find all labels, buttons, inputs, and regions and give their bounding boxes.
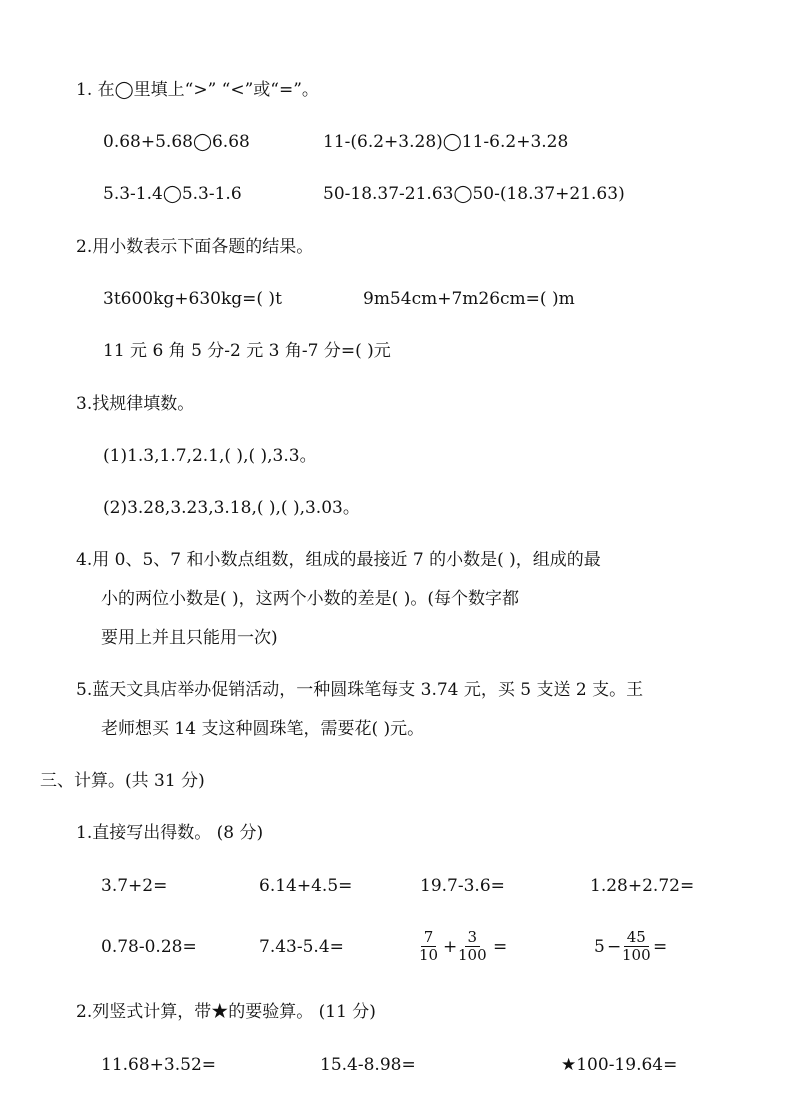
q5-line-1: 5.蓝天文具店举办促销活动，一种圆珠笔每支 3.74 元，买 5 支送 2 支。王 <box>76 680 644 700</box>
calc1-item-2: 6.14+4.5= <box>259 876 353 896</box>
fraction-denominator: 100 <box>458 946 487 964</box>
q2-item-3: 11 元 6 角 5 分-2 元 3 角-7 分=( )元 <box>103 341 391 361</box>
whole-number: 5 <box>594 937 605 957</box>
q2-item-2: 9m54cm+7m26cm=( )m <box>363 289 575 309</box>
fraction-denominator: 100 <box>622 946 651 964</box>
minus-operator: − <box>607 937 622 957</box>
q4-line-2: 小的两位小数是( )，这两个小数的差是( )。(每个数字都 <box>101 589 519 609</box>
q1-item-4: 50-18.37-21.63◯50-(18.37+21.63) <box>323 184 625 204</box>
calc1-item-1: 3.7+2= <box>101 876 168 896</box>
equals-sign: = <box>493 937 508 957</box>
calc2-item-2: 15.4-8.98= <box>320 1055 416 1075</box>
q3-item-1: (1)1.3,1.7,2.1,( ),( ),3.3。 <box>103 446 317 466</box>
fraction-numerator: 3 <box>465 929 481 947</box>
q1-title: 1. 在◯里填上“>” “<”或“=”。 <box>76 80 319 100</box>
q1-item-3: 5.3-1.4◯5.3-1.6 <box>103 184 242 204</box>
q3-title: 3.找规律填数。 <box>76 394 195 414</box>
fraction-3-100 <box>455 929 490 964</box>
calc1-title: 1.直接写出得数。 (8 分) <box>76 823 264 843</box>
calc1-item-5: 0.78-0.28= <box>101 937 197 957</box>
equals-sign: = <box>653 937 668 957</box>
q2-item-1: 3t600kg+630kg=( )t <box>103 289 282 309</box>
calc1-item-3: 19.7-3.6= <box>420 876 505 896</box>
q4-line-3: 要用上并且只能用一次) <box>101 628 278 648</box>
q1-item-2: 11-(6.2+3.28)◯11-6.2+3.28 <box>323 132 569 152</box>
calc2-title: 2.列竖式计算，带★的要验算。 (11 分) <box>76 1002 376 1022</box>
section3-title: 三、计算。(共 31 分) <box>40 771 205 791</box>
fraction-numerator: 45 <box>624 929 649 947</box>
fraction-7-10 <box>416 929 441 964</box>
fraction-45-100 <box>619 929 654 964</box>
plus-operator: + <box>443 937 458 957</box>
calc1-item-4: 1.28+2.72= <box>590 876 695 896</box>
calc1-item-6: 7.43-5.4= <box>259 937 344 957</box>
q1-item-1: 0.68+5.68◯6.68 <box>103 132 250 152</box>
q2-title: 2.用小数表示下面各题的结果。 <box>76 237 314 257</box>
calc2-item-3: ★100-19.64= <box>561 1055 678 1075</box>
q5-line-2: 老师想买 14 支这种圆珠笔，需要花( )元。 <box>101 719 425 739</box>
q3-item-2: (2)3.28,3.23,3.18,( ),( ),3.03。 <box>103 498 360 518</box>
fraction-denominator: 10 <box>419 946 439 964</box>
fraction-numerator: 7 <box>421 929 437 947</box>
calc2-item-1: 11.68+3.52= <box>101 1055 217 1075</box>
q4-line-1: 4.用 0、5、7 和小数点组数，组成的最接近 7 的小数是( )，组成的最 <box>76 550 601 570</box>
